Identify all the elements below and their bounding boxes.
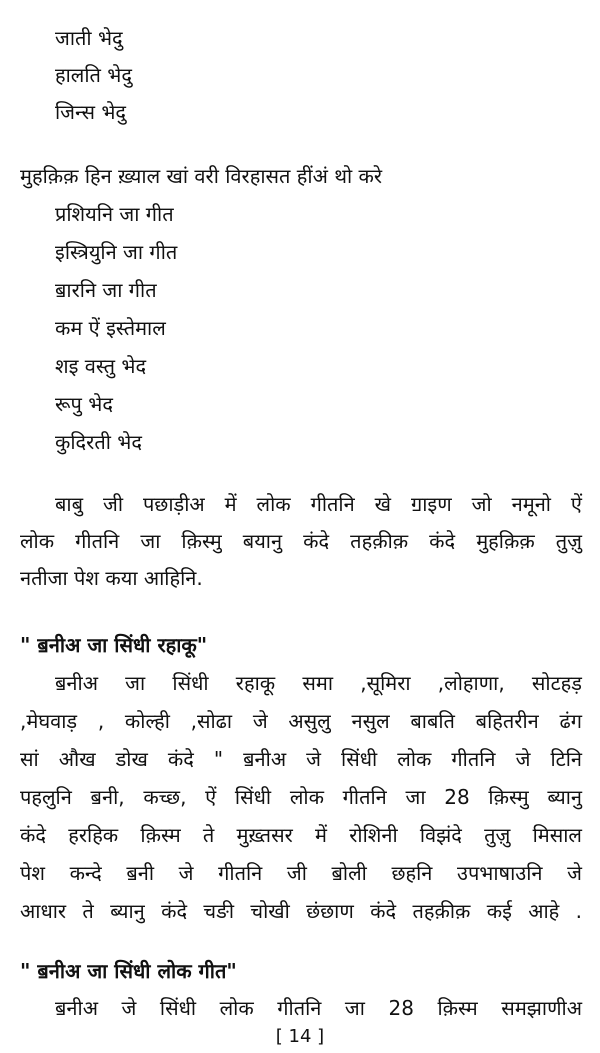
- intro-line: मुहक़िक़ हिन ख़्याल खां वरी विरहासत हींअं थो करे: [20, 164, 383, 188]
- list-item: कुदिरती भेद: [55, 430, 142, 454]
- paragraph-line: ,मेघवाड़ , कोल्ही ,सोढा जे असुलु नसुल बाबति बहितरीन ढंग: [20, 709, 582, 733]
- list-item: शइ वस्तु भेद: [55, 354, 147, 378]
- list-item: इस्त्रियुनि जा गीत: [55, 240, 178, 264]
- list-item: प्रशियनि जा गीत: [55, 202, 174, 226]
- section-heading: " ॿनीअ जा सिंधी लोक गीत": [20, 959, 237, 983]
- list-item: ॿारनि जा गीत: [55, 278, 157, 302]
- list-item: हालति भेदु: [55, 63, 132, 87]
- section-heading: " ॿनीअ जा सिंधी रहाकू": [20, 633, 208, 657]
- paragraph-line: सां औख डोख कंदे " ॿनीअ जे सिंधी लोक गीतनि जे टिनि: [20, 747, 582, 771]
- list-item: रूपु भेद: [55, 392, 113, 416]
- paragraph-line: लोक गीतनि जा क़िस्मु बयानु कंदे तहक़ीक़ कंदे मुहक़िक़ तुज़ु: [20, 529, 582, 553]
- page-number: [ 14 ]: [275, 1026, 325, 1047]
- paragraph-line: कंदे हरहिक क़िस्म ते मुख़्तसर में रोशिनी विझंदे तुज़ु मिसाल: [20, 823, 582, 847]
- paragraph-line: बाबु जी पछाड़ीअ में लोक गीतनि खे ॻाइण जो नमूनो ऐं: [55, 492, 582, 516]
- paragraph-line: नतीजा पेश कया आहिनि.: [20, 566, 203, 590]
- paragraph-line: ॿनीअ जे सिंधी लोक गीतनि जा 28 क़िस्म समझाणीअ: [55, 996, 582, 1020]
- paragraph-line: पहलुनि ॿनी, कच्छ, ऐं सिंधी लोक गीतनि जा 28 क़िस्मु ब्यानु: [20, 785, 582, 809]
- list-item: जाती भेदु: [55, 26, 123, 50]
- list-item: कम ऐं इस्तेमाल: [55, 316, 166, 340]
- paragraph-line: आधार ते ब्यानु कंदे चङी चोखी छंछाण कंदे तहक़ीक़ कई आहे .: [20, 899, 582, 923]
- paragraph-line: पेश कन्दे ॿनी जे गीतनि जी ॿोली छहनि उपभाषाउनि जे: [20, 861, 582, 885]
- paragraph-line: ॿनीअ जा सिंधी रहाकू समा ,सूमिरा ,लोहाणा, सोटहड़: [55, 671, 582, 695]
- list-item: जिन्स भेदु: [55, 100, 127, 124]
